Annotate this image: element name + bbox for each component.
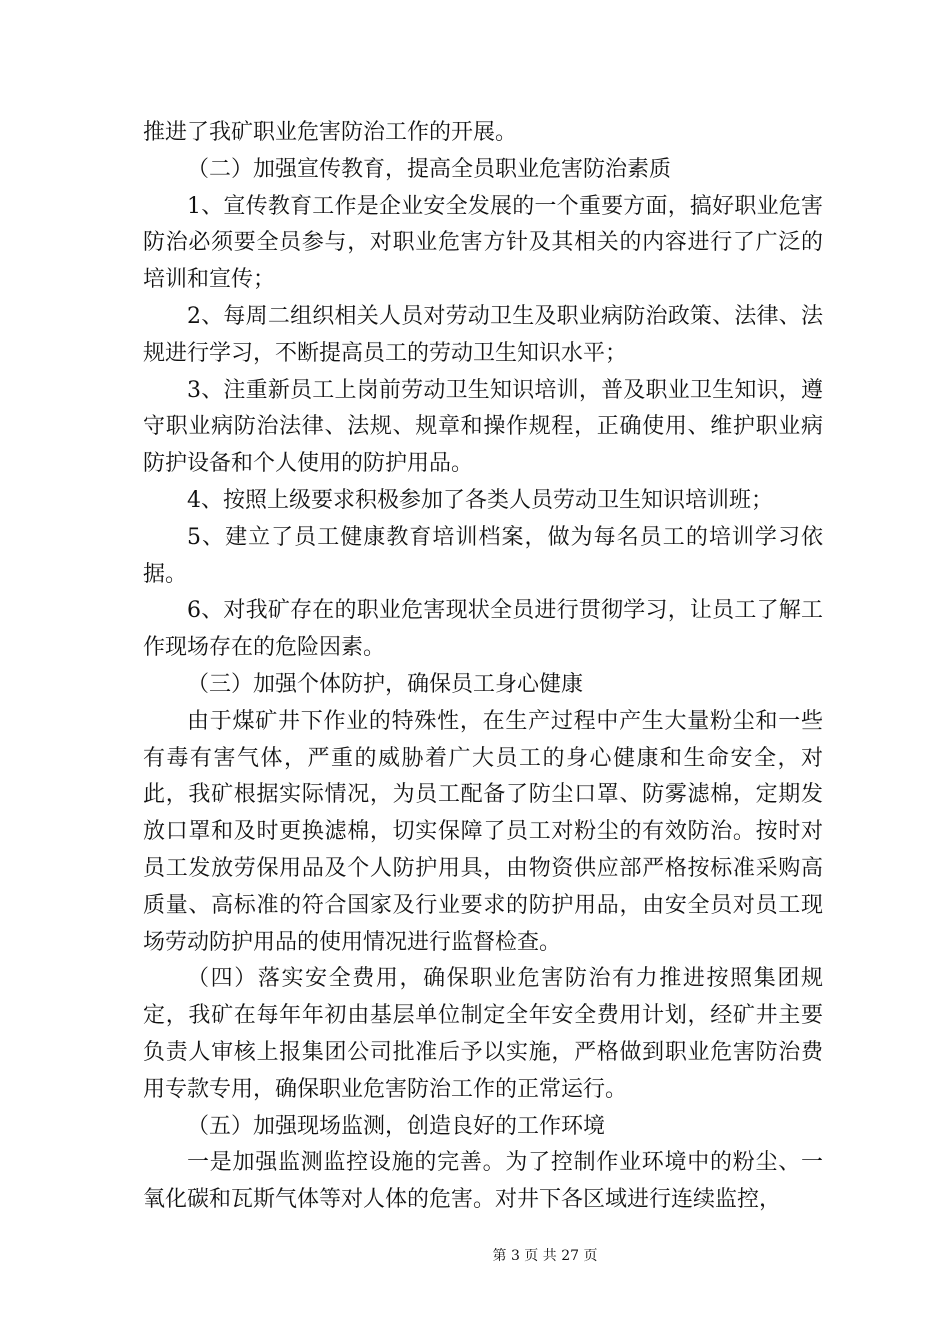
paragraph-item-5: 5、建立了员工健康教育培训档案，做为每名员工的培训学习依据。 [143,524,823,587]
paragraph-monitoring: 一是加强监测监控设施的完善。为了控制作业环境中的粉尘、一氧化碳和瓦斯气体等对人体的危害。对井下各区域进行连续监控， [143,1150,823,1213]
paragraph-item-4: 4、按照上级要求积极参加了各类人员劳动卫生知识培训班； [187,487,773,513]
section-heading-4-paragraph: （四）落实安全费用，确保职业危害防治有力推进按照集团规定，我矿在每年年初由基层单位制定全年安全费用计划，经矿井主要负责人审核上报集团公司批准后予以实施，严格做到职业危害防治费用专款专用，确保职业危害防治工作的正常运行。 [143,966,823,1102]
paragraph-item-3: 3、注重新员工上岗前劳动卫生知识培训，普及职业卫生知识，遵守职业病防治法律、法规、规章和操作规程，正确使用、维护职业病防护设备和个人使用的防护用品。 [143,377,823,477]
section-heading-5: （五）加强现场监测，创造良好的工作环境 [187,1113,606,1139]
paragraph-item-2: 2、每周二组织相关人员对劳动卫生及职业病防治政策、法律、法规进行学习，不断提高员工的劳动卫生知识水平； [143,303,823,366]
paragraph-item-6: 6、对我矿存在的职业危害现状全员进行贯彻学习，让员工了解工作现场存在的危险因素。 [143,598,823,661]
paragraph-continued: 推进了我矿职业危害防治工作的开展。 [143,120,518,145]
document-body [143,115,823,1219]
paragraph-item-1: 1、宣传教育工作是企业安全发展的一个重要方面，搞好职业危害防治必须要全员参与，对职业危害方针及其相关的内容进行了广泛的培训和宣传； [143,193,823,293]
section-heading-2: （二）加强宣传教育，提高全员职业危害防治素质 [187,156,672,182]
section-heading-3: （三）加强个体防护，确保员工身心健康 [187,671,584,697]
paragraph-protection: 由于煤矿井下作业的特殊性，在生产过程中产生大量粉尘和一些有毒有害气体，严重的威胁着广大员工的身心健康和生命安全，对此，我矿根据实际情况，为员工配备了防尘口罩、防雾滤棉，定期发放口罩和及时更换滤棉，切实保障了员工对粉尘的有效防治。按时对员工发放劳保用品及个人防护用具，由物资供应部严格按标准采购高质量、高标准的符合国家及行业要求的防护用品，由安全员对员工现场劳动防护用品的使用情况进行监督检查。 [143,708,823,955]
page-number-footer: 第 3 页 共 27 页 [492,1248,598,1264]
